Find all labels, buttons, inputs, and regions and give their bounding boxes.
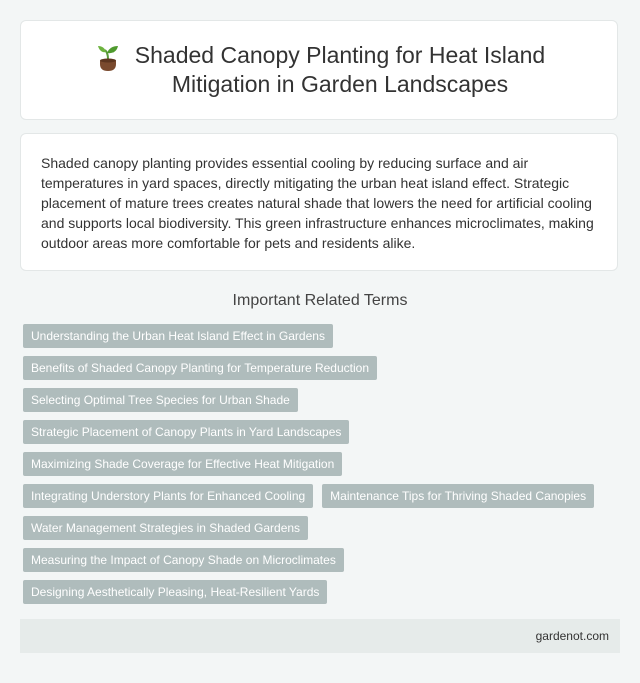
related-term-tag[interactable]: Strategic Placement of Canopy Plants in Yard Landscapes <box>23 420 349 444</box>
related-term-tag[interactable]: Understanding the Urban Heat Island Effect in Gardens <box>23 324 333 348</box>
term-row <box>23 420 623 444</box>
sprout-icon <box>93 43 123 73</box>
related-term-tag[interactable]: Water Management Strategies in Shaded Gardens <box>23 516 308 540</box>
term-row <box>23 388 623 412</box>
page-title-line-1: Shaded Canopy Planting for Heat Island <box>134 42 546 68</box>
term-row <box>23 580 623 604</box>
term-row <box>23 484 623 508</box>
related-terms-heading: Important Related Terms <box>232 292 408 309</box>
term-row <box>23 452 623 476</box>
related-terms-list <box>23 324 623 612</box>
description-card <box>20 133 618 271</box>
related-term-tag[interactable]: Measuring the Impact of Canopy Shade on Microclimates <box>23 548 344 572</box>
title-group <box>93 41 545 99</box>
description-text: Shaded canopy planting provides essential cooling by reducing surface and air temperatures in yard spaces, directly mitigating the urban heat island effect. Strategic placement of mature trees creates natural shade that lowers the need for artificial cooling and supports local biodiversity. This green infrastructure enhances microclimates, making outdoor areas more comfortable for pets and residents alike. <box>41 155 594 251</box>
related-term-tag[interactable]: Designing Aesthetically Pleasing, Heat-Resilient Yards <box>23 580 327 604</box>
term-row <box>23 356 623 380</box>
related-term-tag[interactable]: Selecting Optimal Tree Species for Urban Shade <box>23 388 298 412</box>
footer-site-link[interactable]: gardenot.com <box>535 629 609 643</box>
term-row <box>23 516 623 540</box>
title-card <box>20 20 618 120</box>
term-row <box>23 548 623 572</box>
page-title-line-2: Mitigation in Garden Landscapes <box>171 71 509 97</box>
term-row <box>23 324 623 348</box>
related-term-tag[interactable]: Maintenance Tips for Thriving Shaded Canopies <box>322 484 594 508</box>
related-term-tag[interactable]: Maximizing Shade Coverage for Effective Heat Mitigation <box>23 452 342 476</box>
related-term-tag[interactable]: Benefits of Shaded Canopy Planting for Temperature Reduction <box>23 356 377 380</box>
page-title <box>135 41 545 99</box>
footer <box>20 619 620 653</box>
related-term-tag[interactable]: Integrating Understory Plants for Enhanced Cooling <box>23 484 313 508</box>
